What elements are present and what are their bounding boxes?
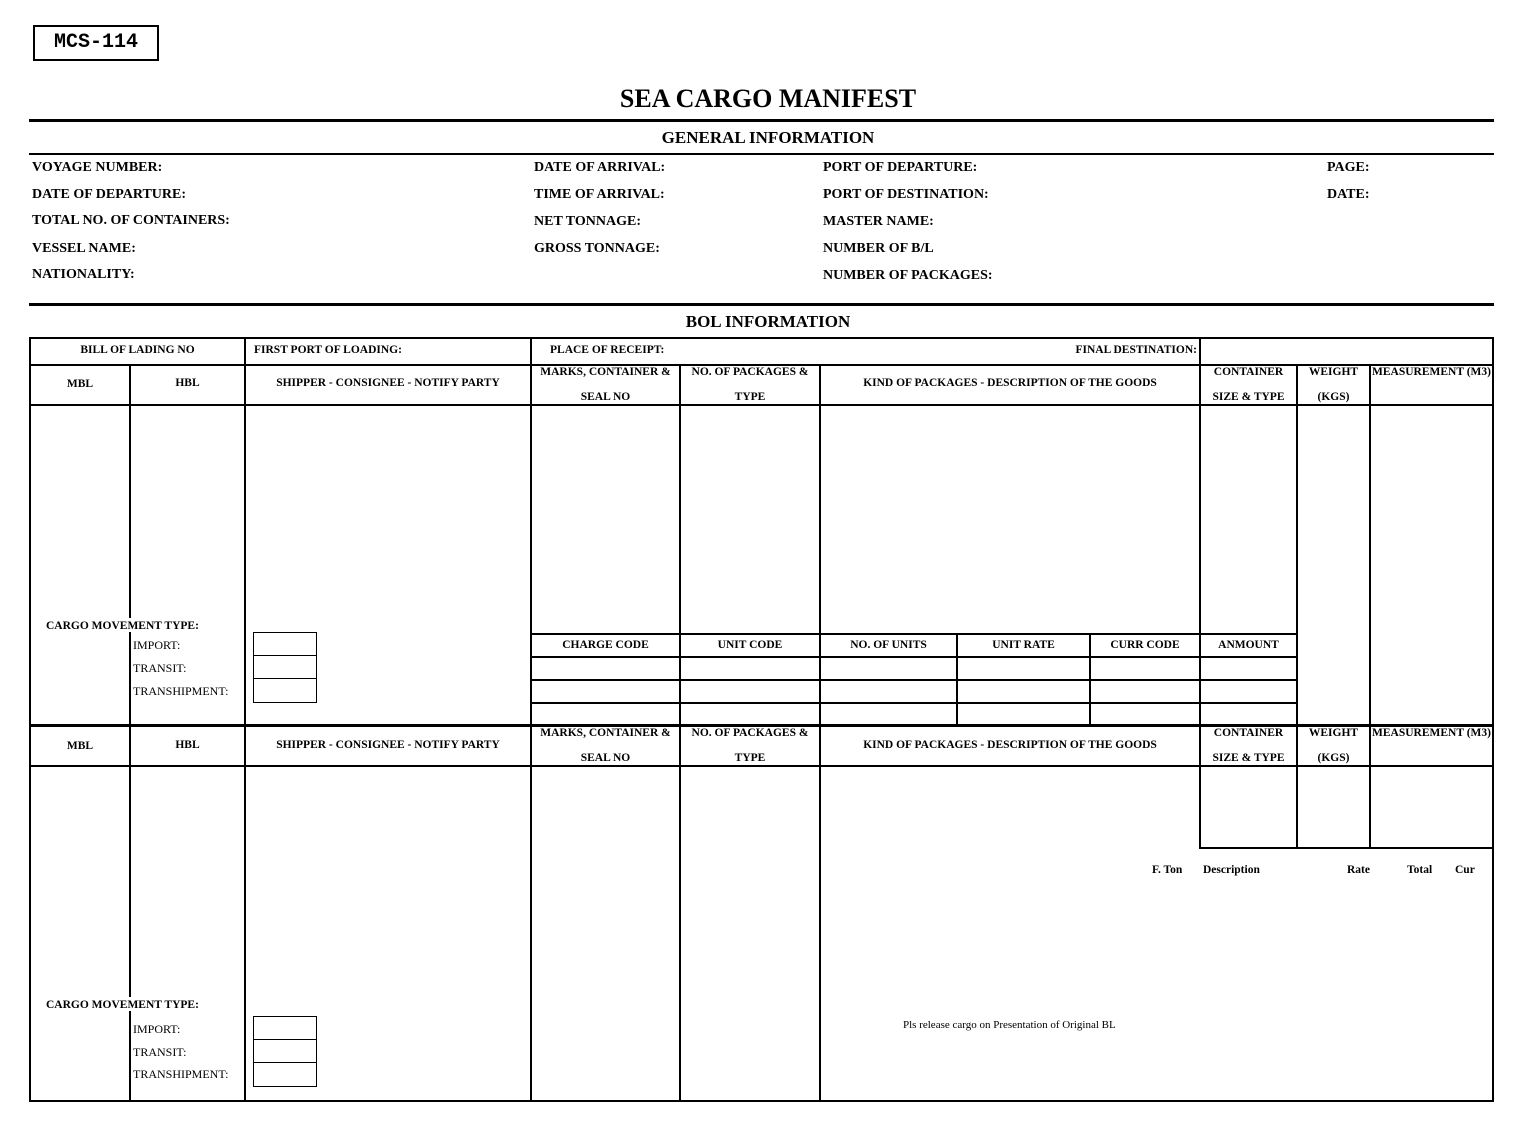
shipper-header: SHIPPER - CONSIGNEE - NOTIFY PARTY (276, 377, 500, 389)
measurement-header: MEASUREMENT (M3) (1372, 366, 1491, 378)
general-bottom-rule (29, 303, 1494, 306)
import-checkbox[interactable] (253, 1016, 317, 1041)
number-of-bl-label: NUMBER OF B/L (823, 241, 934, 256)
port-of-departure-label: PORT OF DEPARTURE: (823, 160, 978, 175)
transhipment-label: TRANSHIPMENT: (133, 1067, 229, 1081)
total-label: Total (1407, 864, 1433, 876)
date-label: DATE: (1327, 187, 1370, 202)
place-of-receipt-label: PLACE OF RECEIPT: (550, 344, 665, 356)
packages-header-line2: TYPE (734, 752, 766, 764)
section-rule (29, 153, 1494, 155)
hbl-header: HBL (175, 739, 200, 751)
transhipment-label: TRANSHIPMENT: (133, 684, 229, 698)
transhipment-checkbox[interactable] (253, 1062, 317, 1087)
date-of-arrival-label: DATE OF ARRIVAL: (534, 160, 666, 175)
cargo-movement-title: CARGO MOVEMENT TYPE: (46, 999, 199, 1011)
mbl-header: MBL (66, 378, 94, 390)
marks-header-line1: MARKS, CONTAINER & (540, 727, 671, 739)
rate-label: Rate (1347, 864, 1370, 876)
page-label: PAGE: (1327, 160, 1370, 175)
weight-header-line1: WEIGHT (1308, 366, 1359, 378)
import-checkbox[interactable] (253, 632, 317, 657)
marks-header-line2: SEAL NO (580, 752, 631, 764)
weight-header-line2: (KGS) (1317, 752, 1350, 764)
description-label: Description (1203, 864, 1260, 876)
first-port-of-loading-label: FIRST PORT OF LOADING: (254, 344, 402, 356)
transit-label: TRANSIT: (133, 1045, 187, 1059)
shipper-header: SHIPPER - CONSIGNEE - NOTIFY PARTY (276, 739, 500, 751)
kind-of-packages-header: KIND OF PACKAGES - DESCRIPTION OF THE GOODS (863, 377, 1157, 389)
port-of-destination-label: PORT OF DESTINATION: (823, 187, 989, 202)
packages-header-line2: TYPE (734, 391, 766, 403)
form-code: MCS-114 (33, 25, 159, 61)
voyage-number-label: VOYAGE NUMBER: (32, 160, 163, 175)
mbl-header: MBL (66, 740, 94, 752)
transhipment-checkbox[interactable] (253, 678, 317, 703)
weight-header-line2: (KGS) (1317, 391, 1350, 403)
measurement-header: MEASUREMENT (M3) (1372, 727, 1491, 739)
unit-code-header: UNIT CODE (717, 639, 783, 651)
general-information-heading: GENERAL INFORMATION (661, 128, 875, 147)
import-label: IMPORT: (133, 638, 181, 652)
curr-code-header: CURR CODE (1110, 639, 1180, 651)
hbl-header: HBL (175, 377, 200, 389)
transit-checkbox[interactable] (253, 655, 317, 680)
gross-tonnage-label: GROSS TONNAGE: (534, 241, 660, 256)
release-note: Pls release cargo on Presentation of Original BL (903, 1019, 1116, 1031)
container-header-line1: CONTAINER (1213, 727, 1284, 739)
no-of-units-header: NO. OF UNITS (850, 639, 927, 651)
bol-information-heading: BOL INFORMATION (685, 312, 851, 331)
marks-header-line2: SEAL NO (580, 391, 631, 403)
packages-header-line1: NO. OF PACKAGES & (691, 727, 809, 739)
vessel-name-label: VESSEL NAME: (32, 241, 136, 256)
time-of-arrival-label: TIME OF ARRIVAL: (534, 187, 665, 202)
container-header-line1: CONTAINER (1213, 366, 1284, 378)
amount-header: ANMOUNT (1218, 639, 1279, 651)
total-containers-label: TOTAL NO. OF CONTAINERS: (32, 213, 230, 228)
cargo-movement-title: CARGO MOVEMENT TYPE: (46, 620, 199, 632)
title-rule (29, 119, 1494, 122)
net-tonnage-label: NET TONNAGE: (534, 214, 641, 229)
marks-header-line1: MARKS, CONTAINER & (540, 366, 671, 378)
final-destination-label: FINAL DESTINATION: (1075, 344, 1197, 356)
import-label: IMPORT: (133, 1022, 181, 1036)
container-header-line2: SIZE & TYPE (1212, 752, 1285, 764)
nationality-label: NATIONALITY: (32, 267, 135, 282)
bill-of-lading-no-label: BILL OF LADING NO (80, 344, 195, 356)
kind-of-packages-header: KIND OF PACKAGES - DESCRIPTION OF THE GOODS (863, 739, 1157, 751)
f-ton-label: F. Ton (1152, 864, 1183, 876)
unit-rate-header: UNIT RATE (992, 639, 1055, 651)
number-of-packages-label: NUMBER OF PACKAGES: (823, 268, 993, 283)
transit-label: TRANSIT: (133, 661, 187, 675)
master-name-label: MASTER NAME: (823, 214, 934, 229)
page-title: SEA CARGO MANIFEST (619, 84, 917, 113)
date-of-departure-label: DATE OF DEPARTURE: (32, 187, 187, 202)
transit-checkbox[interactable] (253, 1039, 317, 1064)
charge-code-header: CHARGE CODE (562, 639, 649, 651)
cur-label: Cur (1455, 864, 1475, 876)
container-header-line2: SIZE & TYPE (1212, 391, 1285, 403)
packages-header-line1: NO. OF PACKAGES & (691, 366, 809, 378)
weight-header-line1: WEIGHT (1308, 727, 1359, 739)
